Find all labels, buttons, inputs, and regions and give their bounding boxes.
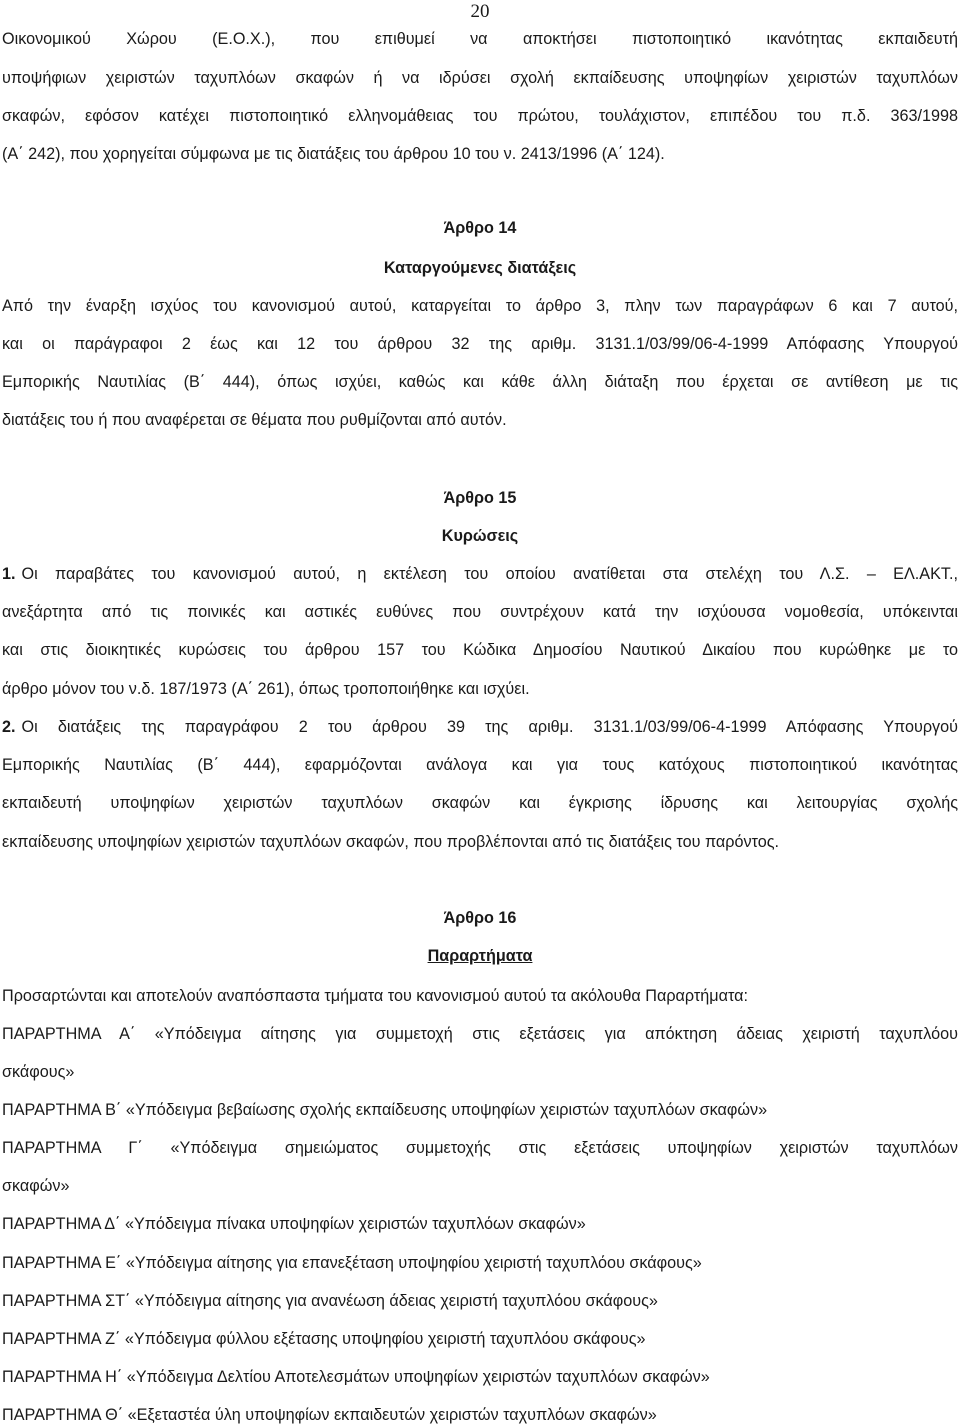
intro-line-2: υποψήφιων χειριστών ταχυπλόων σκαφών ή να ιδρύσει σχολή εκπαίδευσης υποψηφίων χειριστών ταχυπλόων bbox=[2, 69, 958, 87]
para-1-number: 1. bbox=[2, 565, 16, 583]
article-16-intro: Προσαρτώνται και αποτελούν αναπόσπαστα τμήματα του κανονισμού αυτού τα ακόλουθα Παραρτήματα: bbox=[2, 987, 748, 1005]
intro-line-1: Οικονομικού Χώρου (Ε.Ο.Χ.), που επιθυμεί να αποκτήσει πιστοποιητικό ικανότητας εκπαιδευτή bbox=[2, 30, 958, 48]
article-15-para-1-line-4: άρθρο μόνον του ν.δ. 187/1973 (Α΄ 261), όπως τροποποιήθηκε και ισχύει. bbox=[2, 680, 530, 698]
article-14-line-2: και οι παράγραφοι 2 έως και 12 του άρθρου 32 της αριθμ. 3131.1/03/99/06-4-1999 Απόφασης Υπουργού bbox=[2, 335, 958, 353]
article-14-line-1: Από την έναρξη ισχύος του κανονισμού αυτού, καταργείται το άρθρο 3, πλην των παραγράφων 6 και 7 αυτού, bbox=[2, 297, 958, 315]
intro-line-4: (Α΄ 242), που χορηγείται σύμφωνα με τις διατάξεις του άρθρου 10 του ν. 2413/1996 (Α΄ 124). bbox=[2, 145, 665, 163]
article-15-para-1-line-2: ανεξάρτητα από τις ποινικές και αστικές ευθύνες που συντρέχουν κατά την ισχύουσα νομοθεσία, υπόκεινται bbox=[2, 603, 958, 621]
annex-e: ΠΑΡΑΡΤΗΜΑ Ε΄ «Υπόδειγμα αίτησης για επανεξέταση υποψηφίου χειριστή ταχυπλόου σκάφους» bbox=[2, 1254, 702, 1272]
article-15-para-2-line-3: εκπαιδευτή υποψηφίων χειριστών ταχυπλόων σκαφών και έγκρισης ίδρυσης και λειτουργίας σχολής bbox=[2, 794, 958, 812]
article-15-para-2-line-4: εκπαίδευσης υποψηφίων χειριστών ταχυπλόων σκαφών, που προβλέπονται από τις διατάξεις του παρόντος. bbox=[2, 833, 780, 851]
article-15-para-1-line-1 bbox=[2, 564, 958, 584]
article-14-title: Καταργούμενες διατάξεις bbox=[383, 259, 577, 277]
article-14-line-3: Εμπορικής Ναυτιλίας (Β΄ 444), όπως ισχύει, καθώς και κάθε άλλη διάταξη που έρχεται σε αντίθεση με τις bbox=[2, 373, 958, 391]
annex-c-line-1: ΠΑΡΑΡΤΗΜΑ Γ΄ «Υπόδειγμα σημειώματος συμμετοχής στις εξετάσεις υποψηφίων χειριστών ταχυπλόων bbox=[2, 1139, 958, 1157]
page-number: 20 bbox=[470, 1, 490, 22]
annex-th: ΠΑΡΑΡΤΗΜΑ Θ΄ «Εξεταστέα ύλη υποψηφίων εκπαιδευτών χειριστών ταχυπλόων σκαφών» bbox=[2, 1406, 657, 1424]
article-15-title: Κυρώσεις bbox=[441, 527, 519, 545]
article-15-heading: Άρθρο 15 bbox=[443, 489, 517, 507]
article-16-heading: Άρθρο 16 bbox=[443, 909, 517, 927]
annex-a-line-1: ΠΑΡΑΡΤΗΜΑ Α΄ «Υπόδειγμα αίτησης για συμμετοχή στις εξετάσεις για απόκτηση άδειας χειριστή ταχυπλόου bbox=[2, 1025, 958, 1043]
annex-st: ΠΑΡΑΡΤΗΜΑ ΣΤ΄ «Υπόδειγμα αίτησης για ανανέωση άδειας χειριστή ταχυπλόου σκάφους» bbox=[2, 1292, 658, 1310]
annex-a-line-2: σκάφους» bbox=[2, 1063, 75, 1081]
article-14-line-4: διατάξεις του ή που αναφέρεται σε θέματα που ρυθμίζονται από αυτόν. bbox=[2, 411, 507, 429]
article-15-para-2-line-1 bbox=[2, 717, 958, 737]
article-15-para-1-line-3: και στις διοικητικές κυρώσεις του άρθρου 157 του Κώδικα Δημοσίου Ναυτικού Δικαίου που κυρώθηκε με το bbox=[2, 641, 958, 659]
annex-z: ΠΑΡΑΡΤΗΜΑ Ζ΄ «Υπόδειγμα φύλλου εξέτασης υποψηφίου χειριστή ταχυπλόου σκάφους» bbox=[2, 1330, 646, 1348]
para-1-text: Οι παραβάτες του κανονισμού αυτού, η εκτέλεση του οποίου ανατίθεται στα στελέχη του Λ.Σ. – ΕΛ.ΑΚΤ., bbox=[21, 565, 958, 583]
article-16-title: Παραρτήματα bbox=[427, 947, 533, 965]
para-2-text: Οι διατάξεις της παραγράφου 2 του άρθρου 39 της αριθμ. 3131.1/03/99/06-4-1999 Απόφασης Υπουργού bbox=[21, 718, 958, 736]
article-15-para-2-line-2: Εμπορικής Ναυτιλίας (Β΄ 444), εφαρμόζονται ανάλογα και για τους κατόχους πιστοποιητικού ικανότητας bbox=[2, 756, 958, 774]
intro-line-3: σκαφών, εφόσον κατέχει πιστοποιητικό ελληνομάθειας του πρώτου, τουλάχιστον, επιπέδου του π.δ. 363/1998 bbox=[2, 107, 958, 125]
annex-c-line-2: σκαφών» bbox=[2, 1177, 70, 1195]
annex-d: ΠΑΡΑΡΤΗΜΑ Δ΄ «Υπόδειγμα πίνακα υποψηφίων χειριστών ταχυπλόων σκαφών» bbox=[2, 1215, 586, 1233]
annex-h: ΠΑΡΑΡΤΗΜΑ Η΄ «Υπόδειγμα Δελτίου Αποτελεσμάτων υποψηφίων χειριστών ταχυπλόων σκαφών» bbox=[2, 1368, 710, 1386]
article-14-heading: Άρθρο 14 bbox=[443, 219, 517, 237]
annex-b: ΠΑΡΑΡΤΗΜΑ Β΄ «Υπόδειγμα βεβαίωσης σχολής εκπαίδευσης υποψηφίων χειριστών ταχυπλόων σκαφών» bbox=[2, 1101, 768, 1119]
para-2-number: 2. bbox=[2, 718, 16, 736]
